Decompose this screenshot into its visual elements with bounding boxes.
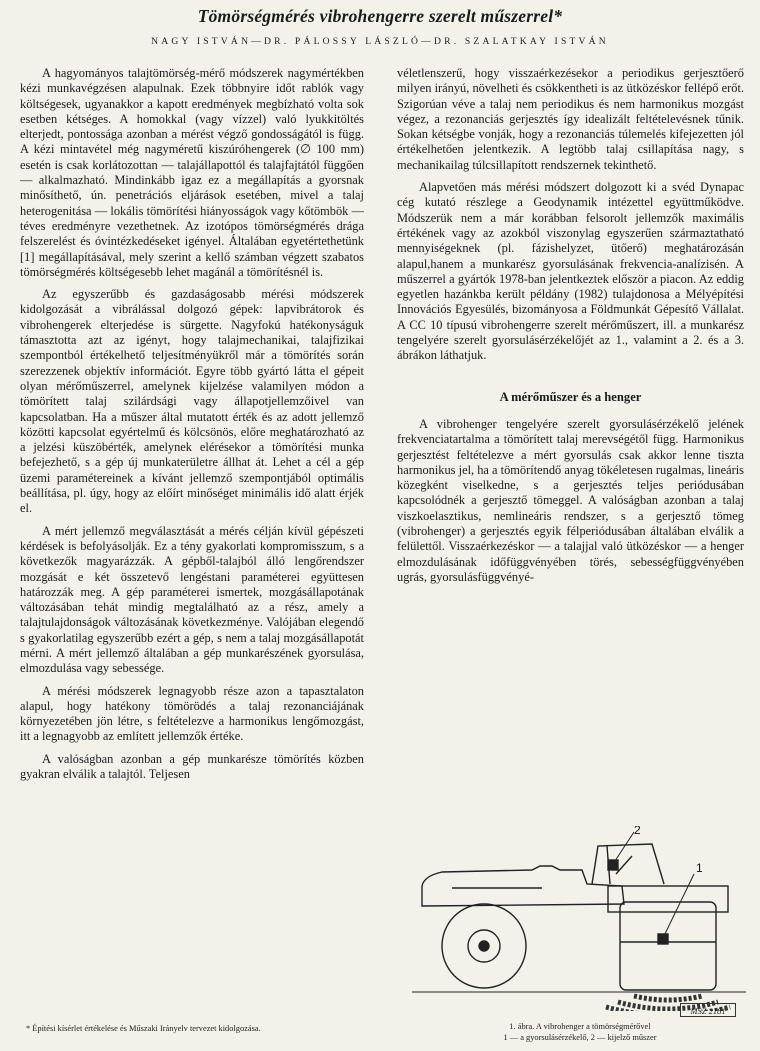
figure-label-2: 2 [634, 826, 641, 837]
roller-drum [620, 902, 716, 990]
left-paragraph-3: A mért jellemző megválasztását a mérés célján kívül gépészeti kérdések is befolyásolják. Ez a tény gyakorlati kompromisszum, s a következők magyarázzák. A gépből-talajból álló lengőrendszer mozgását e két összetevő lengéstani paraméterei együttesen határozzák meg. A gép paraméterei ismertek, mozgásállapotának változásában tehát mindig megtalálható az a rész, amely a talajtulajdonságok változásának következménye. Valójában elegendő s gyakorlatilag egyszerűbb ezért a gép, s nem a talaj mozgásállapotát mérni. A mért jellemző általában a gép munkarészének gyorsulása, elmozdulása vagy sebessége. [20, 523, 364, 676]
left-column [20, 66, 364, 1016]
caption-legend: 1 — a gyorsulásérzékelő, 2 — kijelző műszer [503, 1033, 657, 1042]
right-paragraph-1: véletlenszerű, hogy visszaérkezésekor a periodikus gerjesztőerő milyen irányú, növelheti és csökkentheti is az ütközéskor fellépő erőt. Szigorúan véve a talaj nem periodikus és nem harmonikus mozgást végez, a rezonanciás gerjesztés így idealizált feltételevésnek tűnik. Sokan kétségbe vonják, hogy a rezonanciás túlemelés kifejezetten jól értékelhetően jelentkezik. A legtöbb talaj csillapítása nagy, s mechanikailag túlcsillapított rendszernek tekinthető. [397, 66, 744, 172]
left-paragraph-4: A mérési módszerek legnagyobb része azon a tapasztalaton alapul, hogy hatékony tömörödés a talaj rezonanciájának környezetében jön létre, s feltételezve a harmonikus lengőmozgást, itt a legnagyobb az említett jellemzők értéke. [20, 683, 364, 744]
article-title: Tömörségmérés vibrohengerre szerelt műszerrel* [197, 6, 563, 26]
vibroroller-figure [412, 826, 746, 1011]
figure-caption [420, 1021, 740, 1043]
authors-line: NAGY ISTVÁN—DR. PÁLOSSY LÁSZLÓ—DR. SZALATKAY ISTVÁN [151, 36, 609, 47]
right-paragraph-3: A vibrohenger tengelyére szerelt gyorsulásérzékelő jelének frekvenciatartalma a tömörített talaj merevségétől függ. Harmonikus gerjesztést feltételezve a mért gyorsulás csak akkor lenne tiszta harmonikus jel, ha a tömörítendő anyag tökéletesen rugalmas, lineáris közegként viselkedne, s a gerjesztés teljes periódusában kapcsolódnék a gerjesztő tömeggel. A valóságban azonban a talaj viszkoelasztikus, nemlineáris rendszer, s a gerjesztő tömeg (vibrohenger) a gerjesztés egyik félperiódusában általában elválik a felülettől. Visszaérkezéskor — a talajjal való ütközéskor — a henger elmozdulásának időfüggvényében törés, sebességfüggvényében ugrás, gyorsulásfüggvényé- [397, 416, 744, 584]
vibration-wave-1 [634, 996, 702, 1000]
left-paragraph-1: A hagyományos talajtömörség-mérő módszerek nagymértékben kézi munkavégzésen alapulnak. Ezek többnyire időt rablók vagy költségesek, ugyanakkor a kapott eredmények megbízható volta sok esetben kétséges. A homokkal (vagy vízzel) való lyukkitöltés elterjedt, pontossága azonban a mérést végző gondosságától is függ. A kézi mintavétel még nagyméretű kiszúróhengerek (∅ 100 mm) esetén is csak korlátozottan — talajállapottól és talajfajtától függően — alkalmazható. Mindinkább igaz ez a megállapítás a gyorsnak minősíthető, ún. penetrációs eljárások esetében, mivel a talaj heterogenitása — lokális tömörítési hiányosságok vagy kőtömbök — téves eredményre vezethetnek. Az izotópos tömörségmérés drága felszerelést és óvintézkedéseket igényel. Általában egyetértethetünk [1] megállapításával, mely szerint a kellő számban végzett szabatos tömörségmérés költségesebb lehet magánál a tömörítésnél is. [20, 66, 364, 279]
figure-code: MSZ 2181 [680, 1003, 736, 1017]
left-paragraph-5: A valóságban azonban a gép munkarésze tömörítés közben gyakran elválik a talajtól. Teljesen [20, 751, 364, 782]
left-paragraph-2: Az egyszerűbb és gazdaságosabb mérési módszerek kidolgozását a vibrálással dolgozó gépek: lapvibrátorok és vibrohengerek elterjedése is sürgette. Nagyfokú hatékonyságuk támasztotta azt az igényt, hogy talajmechanikai, talajfizikai szempontból értékelhető teljesítményükről már a tömörítés során szerezzenek objektív információt. Egyre több gyártó látta el gépeit olyan mérőműszerrel, amelynek kijelzése valamilyen módon a tömörített talaj szilárdsági vagy állapotjellemzőivel van kapcsolatban. Ha a műszer által mutatott érték és az adott jellemző közötti kapcsolat egyértelmű és kölcsönös, előre meghatározható az a jelzési küszöbérték, amelynek elérésekor a tömörítési munka befejezhető, s a gép új munkaterületre állhat át. Lehet a cél a gép üzemi paramétereinek a kívánt jellemző szempontjából optimális beállítása, pl. úgy, hogy az előírt minőséget minimális idő alatt érjék el. [20, 287, 364, 516]
display-instrument [608, 860, 618, 870]
section-heading: A mérőműszer és a henger [499, 389, 642, 404]
footnote: * Építési kísérlet értékelése és Műszaki Irányelv tervezet kidolgozása. [26, 1024, 261, 1033]
right-column [397, 66, 744, 756]
right-paragraph-2: Alapvetően más mérési módszert dolgozott ki a svéd Dynapac cég kutató részlege a Geodynamik intézettel együttműködve. Módszerük nem a már korábban felsorolt jellemzők maximális értékének vagy az azokból viszonylag egyszerűen származtatható mennyiségeknek (pl. fázishelyzet, ütőerő) meghatározásán alapul,hanem a munkarész gyorsulásának frekvencia-analízisén. A műszerrel a gyártók 1978-ban jelentkeztek először a piacon. Az eddig egyetlen hazánkba került példány (1982) tulajdonosa a Mélyépítési Innovációs Egyesülés, bizományosa a Földmunkát Gépesítő Vállalat. A CC 10 típusú vibrohengerre szerelt mérőműszert, ill. a munkarész tengelyére szerelt gyorsulásérzékelőjét az 1., valamint a 2. és a 3. ábrákon láthatjuk. [397, 180, 744, 363]
caption-title: 1. ábra. A vibrohenger a tömörségmérővel [509, 1022, 651, 1031]
cab-frame [592, 844, 664, 884]
acceleration-sensor [658, 934, 668, 944]
figure-label-1: 1 [696, 861, 703, 875]
drum-frame [608, 886, 728, 912]
